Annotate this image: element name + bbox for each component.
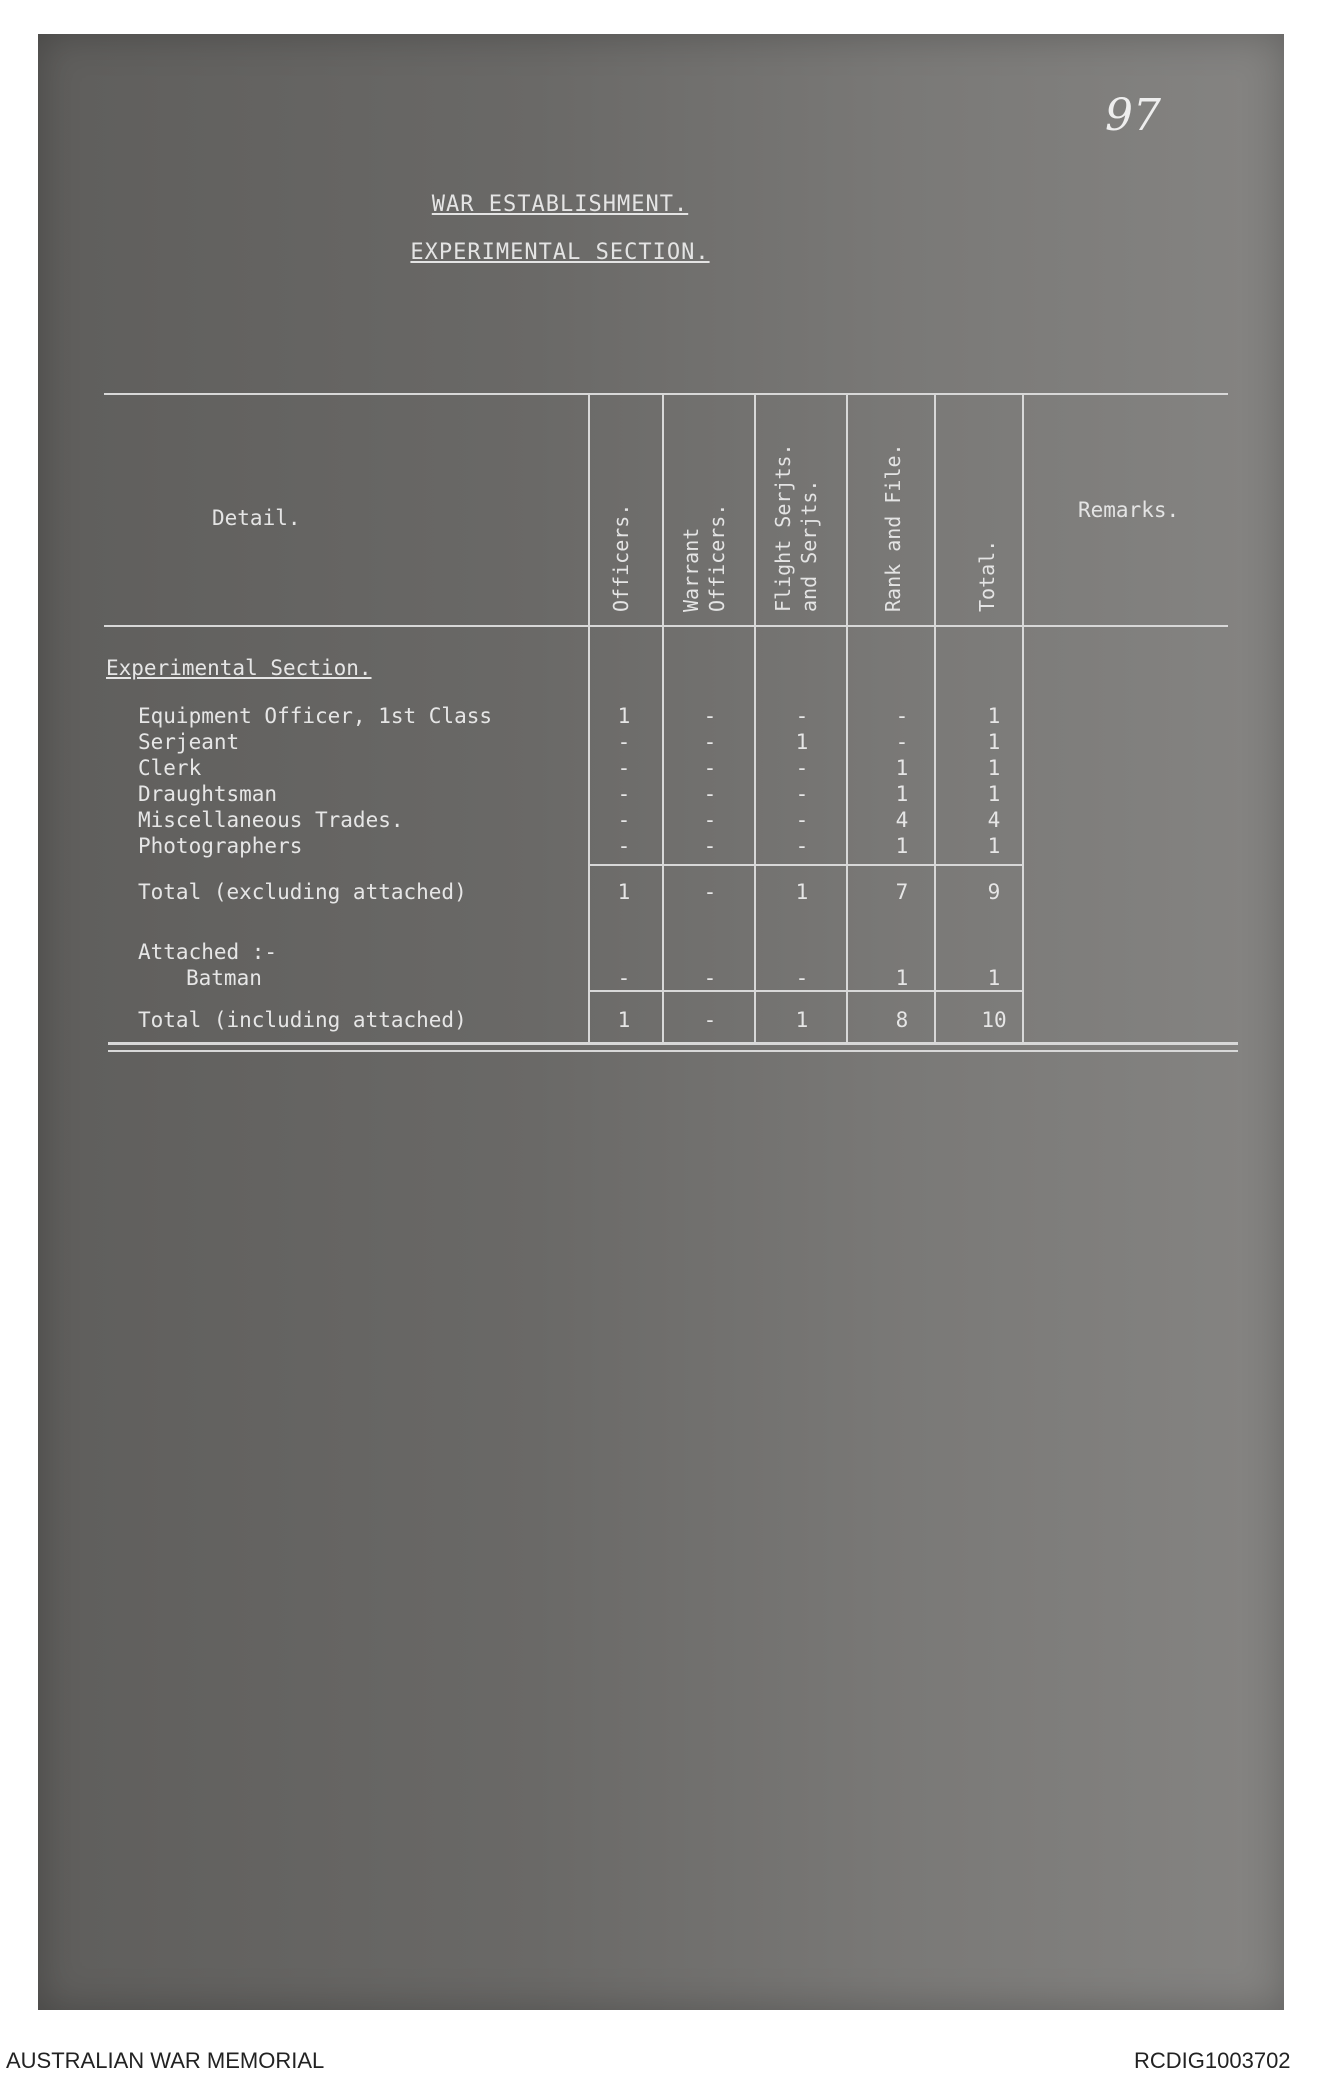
col-rule-rank [846, 393, 848, 1043]
document-title: WAR ESTABLISHMENT. [431, 192, 689, 217]
table-bottom-rule [108, 1042, 1238, 1045]
col-rule-flight [754, 393, 756, 1043]
header-bottom-rule [104, 625, 1228, 627]
header-warrant: Warrant Officers. [679, 503, 729, 612]
col-rule-officers [588, 393, 590, 1043]
subtotal-rule [590, 864, 1024, 866]
folio-number: 97 [1105, 90, 1161, 141]
footer-institution: AUSTRALIAN WAR MEMORIAL [6, 2048, 325, 2073]
col-rule-total [934, 393, 936, 1043]
header-total: Total. [975, 539, 999, 612]
section-heading: Experimental Section. [106, 656, 372, 680]
footer-record-id: RCDIG1003702 [1134, 2048, 1291, 2073]
header-flight: Flight Serjts. and Serjts. [771, 443, 821, 612]
header-remarks: Remarks. [1078, 498, 1180, 522]
table-top-rule [104, 393, 1228, 395]
header-officers: Officers. [609, 503, 633, 612]
table-bottom-rule-2 [108, 1050, 1238, 1052]
total-rule [590, 990, 1024, 992]
col-rule-warrant [662, 393, 664, 1043]
header-detail: Detail. [212, 506, 301, 530]
header-rank: Rank and File. [881, 443, 905, 612]
document-subtitle: EXPERIMENTAL SECTION. [410, 240, 710, 265]
attached-label: Attached :- [138, 940, 278, 964]
